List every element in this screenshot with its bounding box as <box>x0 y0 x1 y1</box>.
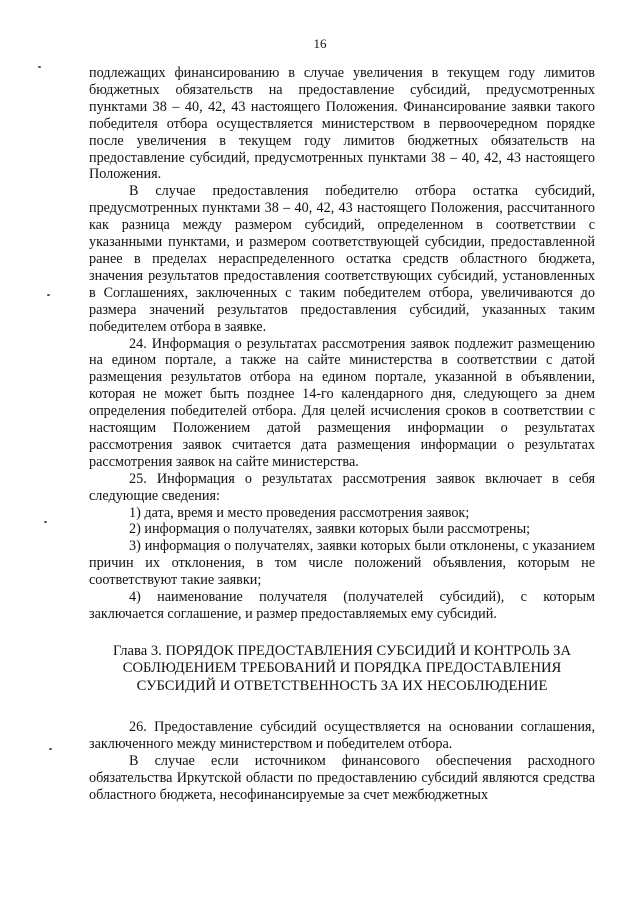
list-item: 1) дата, время и место проведения рассмотрения заявок; <box>129 504 470 521</box>
paragraph-item-26: 26. Предоставление субсидий осуществляется на основании соглашения, заключенного между министерством и победителем отбора. <box>89 719 595 753</box>
document-body <box>89 65 595 804</box>
page-number: 16 <box>313 36 327 51</box>
paragraph: подлежащих финансированию в случае увеличения в текущем году лимитов бюджетных обязательств на предоставление субсидий, предусмотренных пунктами 38 – 40, 42, 43 настоящего Положения. Финансирование заявки такого победителя отбора осуществляется министерством в первоочередном порядке после увеличения в текущем году лимитов бюджетных обязательств на предоставление субсидий, предусмотренных пунктами 38 – 40, 42, 43 настоящего Положения. <box>89 65 595 183</box>
list-item: 2) информация о получателях, заявки которых были рассмотрены; <box>129 521 531 538</box>
scan-mark <box>47 294 50 296</box>
chapter-heading-line: СУБСИДИЙ И ОТВЕТСТВЕННОСТЬ ЗА ИХ НЕСОБЛЮДЕНИЕ <box>136 677 548 694</box>
chapter-heading-line: Глава 3. ПОРЯДОК ПРЕДОСТАВЛЕНИЯ СУБСИДИЙ И КОНТРОЛЬ ЗА <box>112 642 572 659</box>
list-item: 3) информация о получателях, заявки которых были отклонены, с указанием причин их отклонения, в том числе положений объявления, которым не соответствуют такие заявки; <box>89 538 595 589</box>
chapter-heading <box>89 643 595 696</box>
list-item: 4) наименование получателя (получателей субсидий), с которым заключается соглашение, и размер предоставляемых ему субсидий. <box>89 589 595 622</box>
chapter-heading-line: СОБЛЮДЕНИЕМ ТРЕБОВАНИЙ И ПОРЯДКА ПРЕДОСТАВЛЕНИЯ <box>122 660 562 677</box>
scan-mark <box>38 66 41 68</box>
scan-mark <box>44 521 47 523</box>
paragraph: В случае если источником финансового обеспечения расходного обязательства Иркутской области по предоставлению субсидий являются средства областного бюджета, несофинансируемые за счет межбюджетных <box>89 753 595 804</box>
paragraph-item-25: 25. Информация о результатах рассмотрения заявок включает в себя следующие сведения: <box>89 470 595 504</box>
scan-mark <box>49 748 52 750</box>
paragraph-item-24: 24. Информация о результатах рассмотрения заявок подлежит размещению на едином портале, а также на сайте министерства в соответствии с датой размещения результатов отбора на едином портале, указанной в объявлении, которая не может быть позднее 14-го календарного дня, следующего за днем определения победителей отбора. Для целей исчисления сроков в соответствии с настоящим Положением датой размещения информации о результатах рассмотрения заявок считается дата размещения информации о результатах рассмотрения заявок на сайте министерства. <box>89 335 595 470</box>
paragraph: В случае предоставления победителю отбора остатка субсидий, предусмотренных пунктами 38 – 40, 42, 43 настоящего Положения, рассчитанного как разница между размером субсидий, определенном в соответствии с указанными пунктами, и размером соответствующей субсидии, предоставленной ранее в пределах нераспределенного остатка средств областного бюджета, значения результатов предоставления соответствующих субсидий, установленных в Соглашениях, заключенных с таким победителем отбора, увеличиваются до размера значений результатов предоставления субсидий, указанных таким победителем отбора в заявке. <box>89 183 595 335</box>
